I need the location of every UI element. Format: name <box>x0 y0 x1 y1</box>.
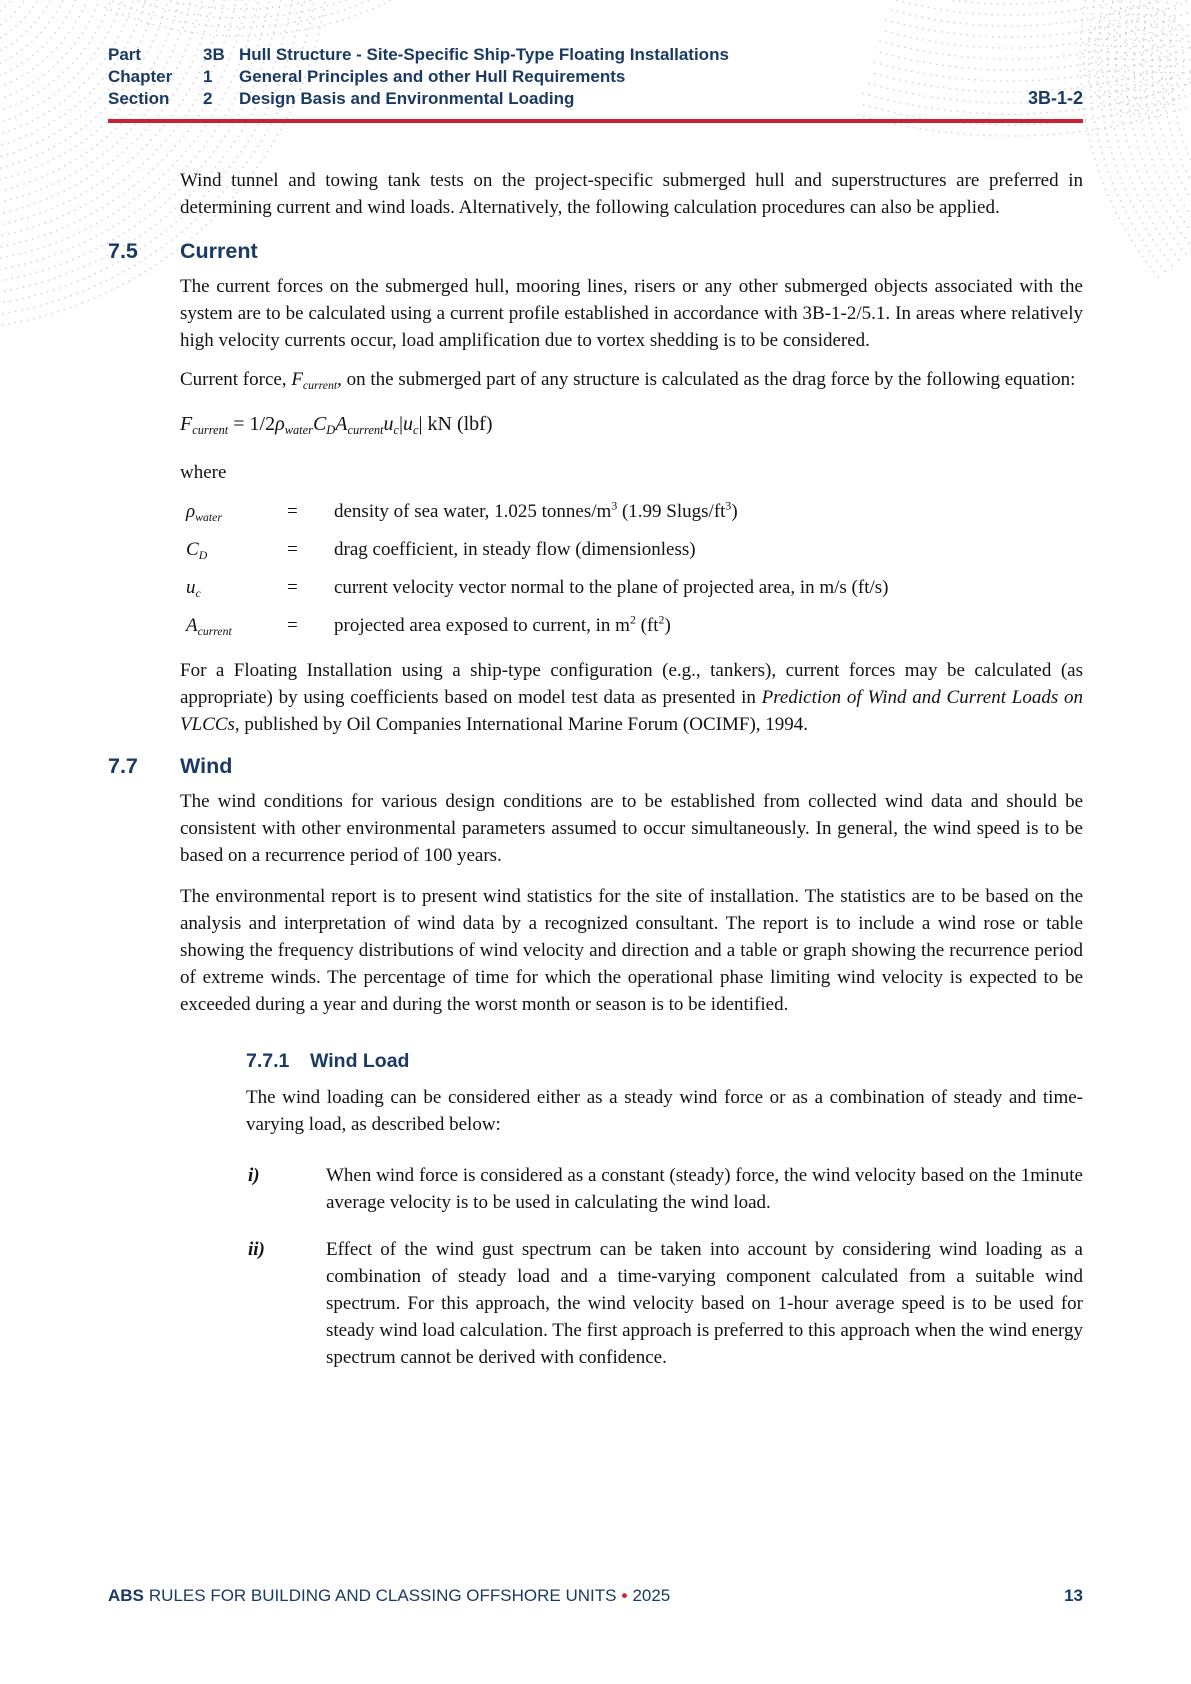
definition-row-acurrent <box>186 612 1083 639</box>
header-row-section <box>108 88 1083 110</box>
list-marker: i) <box>248 1165 260 1186</box>
paragraph-current-3: For a Floating Installation using a ship-type configuration (e.g., tankers), current forces may be calculated (as appropriate) by using coefficients based on model test data as presented in Prediction of Wind and Current Loads on VLCCs, published by Oil Companies International Marine Forum (OCIMF), 1994. <box>180 660 1083 735</box>
equation-current-force: $F_{current} = 1/2\rho_{water}C_DA_{current}u_c|u_c|$ kN (lbf) <box>180 413 493 437</box>
header-title: Design Basis and Environmental Loading <box>239 89 575 108</box>
paragraph-wind-load: The wind loading can be considered either as a steady wind force or as a combination of steady and time-varying load, as described below: <box>246 1087 1083 1135</box>
list-item-i <box>248 1162 1083 1216</box>
definition-text: current velocity vector normal to the plane of projected area, in m/s (ft/s) <box>334 577 889 598</box>
header-row-part <box>108 44 1083 66</box>
footer-text: RULES FOR BUILDING AND CLASSING OFFSHORE UNITS <box>148 1586 617 1605</box>
list-item-ii <box>248 1236 1083 1371</box>
list-text: Effect of the wind gust spectrum can be taken into account by considering wind loading as a combination of steady load and a time-varying component calculated from a suitable wind spectrum. For this approach, the wind velocity based on 1-hour average speed is to be used for steady wind load calculation. The first approach is preferred to this approach when the wind energy spectrum cannot be derived with confidence. <box>326 1239 1083 1368</box>
page-number: 13 <box>1064 1586 1083 1605</box>
definition-symbol: $u_c$ <box>186 577 201 600</box>
equals-sign: = <box>287 615 298 636</box>
section-heading-7-5 <box>108 237 1083 265</box>
section-number: 7.7 <box>108 754 138 778</box>
where-label: where <box>180 462 227 483</box>
header-label: Chapter <box>108 67 173 86</box>
definition-symbol: $A_{current}$ <box>186 615 232 638</box>
header-number: 2 <box>203 89 213 108</box>
abs-brand: ABS <box>108 1586 144 1605</box>
equals-sign: = <box>287 539 298 560</box>
header-title: Hull Structure - Site-Specific Ship-Type Floating Installations <box>239 45 729 64</box>
definition-row-uc <box>186 574 1083 601</box>
page-footer <box>108 1586 1083 1606</box>
section-title: Wind <box>180 754 233 778</box>
definition-symbol: $\rho_{water}$ <box>186 501 222 524</box>
doc-code: 3B-1-2 <box>1027 88 1083 108</box>
footer-year: 2025 <box>632 1586 671 1605</box>
header-number: 1 <box>203 67 213 86</box>
header-label: Part <box>108 45 142 64</box>
section-heading-7-7 <box>108 752 1083 780</box>
definition-text: projected area exposed to current, in $m^2$ $(ft^2)$ <box>334 613 671 636</box>
header-number: 3B <box>203 45 225 64</box>
page-header <box>108 44 1083 123</box>
list-marker: ii) <box>248 1239 265 1260</box>
definition-list <box>108 498 1083 639</box>
paragraph-wind-2: The environmental report is to present wind statistics for the site of installation. The statistics are to be based on the analysis and interpretation of wind data by a recognized consultant. The report is to include a wind rose or table showing the frequency distributions of wind velocity and direction and a table or graph showing the recurrence period of extreme winds. The percentage of time for which the operational phase limiting wind velocity is expected to be exceeded during a year and during the worst month or season is to be identified. <box>180 886 1083 1015</box>
paragraph-wind-1: The wind conditions for various design conditions are to be established from collected wind data and should be consistent with other environmental parameters assumed to occur simultaneously. In general, the wind speed is to be based on a recurrence period of 100 years. <box>180 791 1083 866</box>
section-number: 7.5 <box>108 239 138 263</box>
equals-sign: = <box>287 577 298 598</box>
definition-text: density of sea water, 1.025 tonnes/$m^3$ (1.99 Slugs/$ft^3$) <box>334 499 738 522</box>
subsection-number: 7.7.1 <box>246 1050 290 1072</box>
header-row-chapter <box>108 66 1083 88</box>
header-rule <box>108 119 1083 123</box>
definition-text: drag coefficient, in steady flow (dimensionless) <box>334 539 696 560</box>
paragraph-current-2: Current force, $F_{current}$, on the submerged part of any structure is calculated as the drag force by the following equation: <box>180 369 1076 392</box>
equals-sign: = <box>287 501 298 522</box>
header-label: Section <box>108 89 170 108</box>
list-text: When wind force is considered as a constant (steady) force, the wind velocity based on the 1minute average velocity is to be used in calculating the wind load. <box>326 1165 1083 1213</box>
footer-bullet: • <box>621 1586 628 1605</box>
footer-citation <box>108 1586 670 1606</box>
section-title: Current <box>180 239 258 263</box>
header-title: General Principles and other Hull Requirements <box>239 67 626 86</box>
page-body <box>108 167 1083 1371</box>
paragraph-intro: Wind tunnel and towing tank tests on the project-specific submerged hull and superstructures are preferred in determining current and wind loads. Alternatively, the following calculation procedures can also be applied. <box>180 170 1083 218</box>
paragraph-current-1: The current forces on the submerged hull, mooring lines, risers or any other submerged objects associated with the system are to be calculated using a current profile established in accordance with 3B-1-2/5.1. In areas where relatively high velocity currents occur, load amplification due to vortex shedding is to be considered. <box>180 276 1083 351</box>
definition-row-rho <box>186 498 1083 525</box>
subsection-heading-7-7-1 <box>246 1048 1083 1074</box>
definition-symbol: $C_D$ <box>186 539 208 562</box>
subsection-title: Wind Load <box>310 1050 410 1072</box>
definition-row-cd <box>186 536 1083 563</box>
